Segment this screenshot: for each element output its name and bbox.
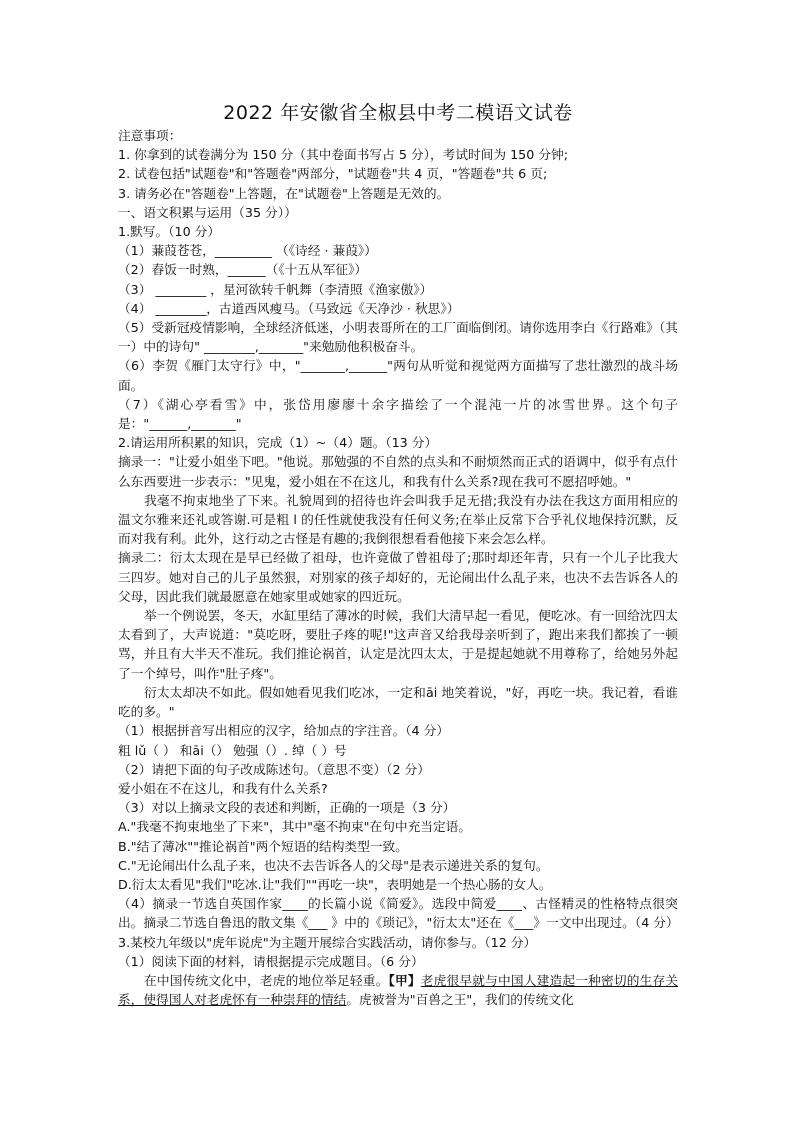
option-b: B."结了薄冰""推论祸首"两个短语的结构类型一致。 bbox=[118, 838, 408, 854]
question-2-sub-4: （4）摘录一节选自英国作家____的长篇小说《简爱》。选段中简爱____、古怪精灵的性格特点很突出。摘录二节选自鲁迅的散文集《___ 》中的《琐记》，"衍太太"还在《___》一文中出现过。（4 分） bbox=[118, 896, 679, 931]
option-c: C."无论闹出什么乱子来，也决不去告诉各人的父母"是表示递进关系的复句。 bbox=[118, 857, 549, 873]
question-1-item: （2）舂饭一时熟，______（《十五从军征》） bbox=[118, 262, 368, 278]
underlined-sentence: 老虎很早就与中国人建造起一种密切的生存关系，使得国人对老虎怀有一种崇拜的情结 bbox=[118, 972, 679, 1008]
sentence-to-convert: 爱小姐在不在这儿，和我有什么关系? bbox=[118, 780, 328, 796]
question-2-sub-1: （1）根据拼音写出相应的汉字，给加点的字注音。（4 分） bbox=[118, 723, 450, 739]
question-1-item: （5）受新冠疫情影响，全球经济低迷，小明表哥所在的工厂面临倒闭。请你选用李白《行路难》（其一）中的诗句" ________,_______"来勉励他积极奋斗。 bbox=[118, 320, 678, 355]
reading-paragraph bbox=[118, 971, 678, 1009]
question-1-heading: 1.默写。（10 分） bbox=[118, 224, 221, 240]
marker-jia: 【甲】 bbox=[388, 972, 421, 988]
question-2-heading: 2.请运用所积累的知识，完成（1）~（4）题。（13 分） bbox=[118, 435, 438, 451]
notice-heading: 注意事项： bbox=[118, 128, 182, 143]
notice-item: 2. 试卷包括"试题卷"和"答题卷"两部分，"试题卷"共 4 页，"答题卷"共 6 页; bbox=[118, 166, 548, 182]
notice-item: 1. 你拿到的试卷满分为 150 分（其中卷面书写占 5 分），考试时间为 150 分钟; bbox=[118, 147, 569, 163]
question-3-heading: 3.某校九年级以"虎年说虎"为主题开展综合实践活动，请你参与。（12 分） bbox=[118, 934, 537, 950]
question-2-sub-3: （3）对以上摘录文段的表述和判断，正确的一项是（3 分） bbox=[118, 800, 456, 816]
question-2-sub-2: （2）请把下面的句子改成陈述句。（意思不变）（2 分） bbox=[118, 761, 430, 777]
question-1-item: （3） ________ ，星河欲转千帆舞（李清照《渔家傲》） bbox=[118, 281, 433, 297]
question-1-item: （6）李贺《雁门太守行》中，"_______,______"两句从听觉和视觉两方面描写了悲壮激烈的战斗场面。 bbox=[118, 358, 678, 393]
excerpt-paragraph: 我毫不拘束地坐了下来。礼貌周到的招待也许会叫我手足无措;我没有办法在我这方面用相应的温文尔雅来还礼或答谢.可是粗 l 的任性就使我没有任何义务;在举止反常下合乎礼仪地保持沉默，反而对我有利。此外，这行动之古怪是有趣的;我倒很想看看他接下来会怎么样。 bbox=[118, 492, 678, 547]
exam-page bbox=[118, 98, 678, 1009]
paragraph-start: 在中国传统文化中，老虎的地位举足轻重。 bbox=[144, 972, 389, 988]
pinyin-line: 粗 lǔ（ ） 和āi（） 勉强（）. 绰（ ）号 bbox=[118, 742, 347, 758]
notice-item: 3. 请务必在"答题卷"上答题，在"试题卷"上答题是无效的。 bbox=[118, 185, 450, 201]
section-heading: 一、语文积累与运用（35 分）） bbox=[118, 204, 297, 220]
excerpt-paragraph: 举一个例说罢，冬天，水缸里结了薄冰的时候，我们大清早起一看见，便吃冰。有一回给沈四太太看到了，大声说道："莫吃呀，要肚子疼的呢!"这声音又给我母亲听到了，跑出来我们都挨了一顿骂，并且有大半天不准玩。我们推论祸首，认定是沈四太太，于是提起她就不用尊称了，给她另外起了一个绰号，叫作"肚子疼"。 bbox=[118, 608, 678, 681]
paragraph-end: 。虎被誉为"百兽之王"，我们的传统文化 bbox=[346, 992, 574, 1008]
page-title: 2022 年安徽省全椒县中考二模语文试卷 bbox=[223, 102, 573, 124]
question-3-sub-1: （1）阅读下面的材料，请根据提示完成题目。（6 分） bbox=[118, 953, 424, 969]
question-1-item: （4） ________，古道西风瘦马。（马致远《天净沙 · 秋思》） bbox=[118, 300, 460, 316]
option-d: D.衍太太看见"我们"吃冰.让"我们""再吃一块"，表明她是一个热心肠的女人。 bbox=[118, 876, 552, 892]
question-1-item: （1）蒹葭苍苍，_________ （《诗经 · 蒹葭》） bbox=[118, 243, 377, 259]
question-1-item: （7）《湖心亭看雪》中，张岱用廖廖十余字描绘了一个混沌一片的冰雪世界。这个句子是："______,_______" bbox=[118, 396, 678, 432]
excerpt-paragraph: 衍太太却决不如此。假如她看见我们吃冰，一定和āi 地笑着说，"好，再吃一块。我记着，看谁吃的多。" bbox=[118, 684, 678, 720]
excerpt-paragraph: 摘录二：衍太太现在是早已经做了祖母，也许竟做了曾祖母了;那时却还年青，只有一个儿子比我大三四岁。她对自己的儿子虽然狠，对别家的孩子却好的，无论闹出什么乱子来，也决不去告诉各人的父母，因此我们就最愿意在她家里或她家的四近玩。 bbox=[118, 550, 678, 604]
excerpt-paragraph: 摘录一："让爱小姐坐下吧。"他说。那勉强的不自然的点头和不耐烦然而正式的语调中，似乎有点什么东西要进一步表示："见鬼，爱小姐在不在这儿，和我有什么关系?现在我可不愿招呼她。" bbox=[118, 454, 678, 489]
option-a: A."我毫不拘束地坐了下来"，其中"毫不拘束"在句中充当定语。 bbox=[118, 819, 472, 835]
